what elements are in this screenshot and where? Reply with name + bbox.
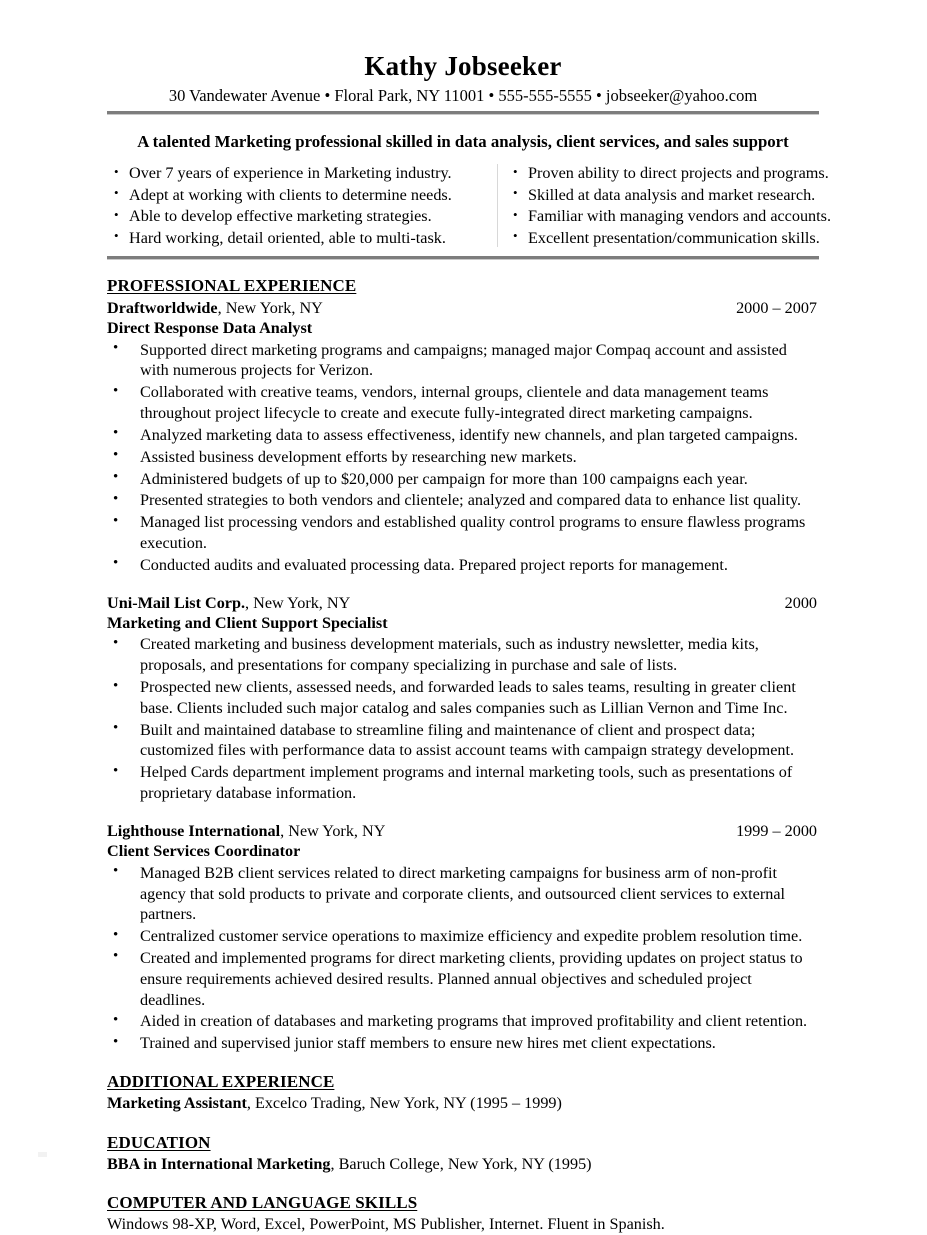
page-title: Kathy Jobseeker	[364, 51, 562, 81]
section-heading: EDUCATION	[107, 1132, 211, 1152]
section-heading: PROFESSIONAL EXPERIENCE	[107, 276, 357, 296]
contact-line: 30 Vandewater Avenue • Floral Park, NY 11001 • 555-555-5555 • jobseeker@yahoo.com	[168, 86, 758, 106]
summary-divider-rule	[107, 256, 819, 260]
section-education	[107, 1133, 819, 1175]
job-entry	[107, 821, 819, 1054]
job-header	[107, 821, 819, 841]
additional-experience-detail: , Excelco Trading, New York, NY (1995 – 1999)	[246, 1094, 562, 1113]
job-dates: 1999 – 2000	[736, 821, 817, 840]
job-bullet: • Supported direct marketing programs and campaigns; managed major Compaq account and assisted with numerous projects for Verizon.	[107, 340, 819, 382]
job-bullet-list	[107, 634, 819, 804]
education-degree: BBA in International Marketing	[107, 1154, 331, 1173]
header-divider-rule	[107, 111, 819, 115]
job-bullet-list	[107, 863, 819, 1054]
additional-experience-entry	[107, 1093, 819, 1114]
job-bullet: • Collaborated with creative teams, vendors, internal groups, clientele and data management teams throughout project lifecycle to create and execute fully-integrated direct marketing campaigns.	[107, 382, 819, 424]
job-bullet: • Helped Cards department implement programs and internal marketing tools, such as presentations of proprietary database information.	[107, 762, 819, 804]
job-bullet: • Presented strategies to both vendors and clientele; analyzed and compared data to enhance list quality.	[107, 490, 819, 511]
summary-headline: A talented Marketing professional skilled in data analysis, client services, and sales support	[137, 132, 789, 152]
summary-bullet: • Able to develop effective marketing strategies.	[113, 206, 497, 228]
job-company-location	[107, 821, 385, 841]
job-location: , New York, NY	[280, 821, 386, 840]
summary-bullet: • Skilled at data analysis and market research.	[512, 185, 819, 207]
job-bullet: • Centralized customer service operations to maximize efficiency and expedite problem resolution time.	[107, 926, 819, 947]
job-bullet: • Trained and supervised junior staff members to ensure new hires met client expectations.	[107, 1033, 819, 1054]
job-bullet: • Managed list processing vendors and established quality control programs to ensure flawless programs execution.	[107, 512, 819, 554]
job-dates: 2000 – 2007	[736, 298, 817, 317]
section-additional-experience	[107, 1072, 819, 1114]
job-location: , New York, NY	[245, 593, 351, 612]
skills-detail: Windows 98-XP, Word, Excel, PowerPoint, MS Publisher, Internet. Fluent in Spanish.	[107, 1215, 665, 1234]
job-title: Client Services Coordinator	[107, 842, 301, 861]
job-bullet: • Aided in creation of databases and marketing programs that improved profitability and client retention.	[107, 1011, 819, 1032]
summary-left-column	[107, 163, 497, 249]
job-title: Direct Response Data Analyst	[107, 319, 313, 338]
job-entry	[107, 298, 819, 576]
section-heading: COMPUTER AND LANGUAGE SKILLS	[107, 1192, 418, 1212]
summary-columns	[107, 163, 831, 249]
job-bullet: • Managed B2B client services related to direct marketing campaigns for business arm of non-profit agency that sold products to private and corporate clients, and outsourced client services to external partners.	[107, 863, 819, 925]
job-bullet: • Conducted audits and evaluated processing data. Prepared project reports for management.	[107, 555, 819, 576]
job-company-location	[107, 298, 323, 318]
job-bullet: • Built and maintained database to streamline filing and maintenance of client and prospect data; customized files with performance data to assist account teams with campaign strategy development.	[107, 720, 819, 762]
job-bullet: • Assisted business development efforts by researching new markets.	[107, 447, 819, 468]
summary-bullet: • Hard working, detail oriented, able to multi-task.	[113, 228, 497, 250]
job-bullet: • Administered budgets of up to $20,000 per campaign for more than 100 campaigns each year.	[107, 469, 819, 490]
job-company-location	[107, 593, 350, 613]
job-entry	[107, 593, 819, 804]
job-bullet: • Analyzed marketing data to assess effectiveness, identify new channels, and plan targeted campaigns.	[107, 425, 819, 446]
job-location: , New York, NY	[217, 298, 323, 317]
section-heading: ADDITIONAL EXPERIENCE	[107, 1072, 335, 1092]
summary-bullet: • Over 7 years of experience in Marketing industry.	[113, 163, 497, 185]
section-skills	[107, 1193, 819, 1235]
job-company: Uni-Mail List Corp.	[107, 593, 246, 612]
job-company: Lighthouse International	[107, 821, 281, 840]
summary-right-column	[498, 163, 831, 249]
job-title: Marketing and Client Support Specialist	[107, 614, 388, 633]
resume-body	[107, 0, 831, 1235]
job-bullet-list	[107, 340, 819, 576]
job-dates: 2000	[784, 593, 817, 612]
education-entry	[107, 1154, 819, 1175]
summary-bullet: • Familiar with managing vendors and accounts.	[512, 206, 819, 228]
summary-bullet: • Excellent presentation/communication skills.	[512, 228, 819, 250]
job-bullet: • Created and implemented programs for direct marketing clients, providing updates on project status to ensure requirements achieved desired results. Planned annual objectives and scheduled project deadlines.	[107, 948, 819, 1010]
job-company: Draftworldwide	[107, 298, 218, 317]
job-bullet: • Prospected new clients, assessed needs, and forwarded leads to sales teams, resulting in greater client base. Clients included such major catalog and sales companies such as Lillian Vernon and Time Inc.	[107, 677, 819, 719]
additional-experience-role: Marketing Assistant	[107, 1094, 247, 1113]
section-professional-experience	[107, 276, 819, 1054]
job-bullet: • Created marketing and business development materials, such as industry newsletter, media kits, proposals, and presentations for company specializing in purchase and sale of lists.	[107, 634, 819, 676]
job-header	[107, 593, 819, 613]
summary-bullet: • Adept at working with clients to determine needs.	[113, 185, 497, 207]
job-header	[107, 298, 819, 318]
summary-bullet: • Proven ability to direct projects and programs.	[512, 163, 819, 185]
scan-artifact	[38, 1152, 47, 1157]
education-detail: , Baruch College, New York, NY (1995)	[330, 1154, 592, 1173]
